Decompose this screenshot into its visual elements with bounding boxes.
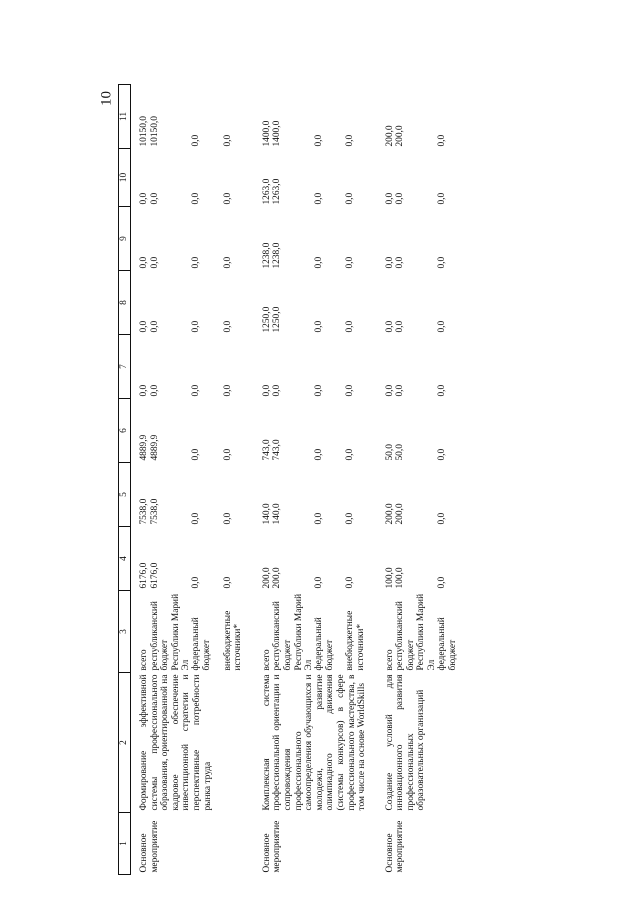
column-header: 2 — [119, 673, 131, 813]
amount-value: 6176,0 — [139, 562, 149, 589]
table-body — [119, 85, 469, 875]
amount-value: 0,0 — [139, 256, 149, 269]
amount-value: 6176,0 — [149, 562, 160, 589]
rotated-table-container — [118, 85, 528, 875]
amount-value: 7538,0 — [139, 498, 149, 525]
amount-value: 200,0 — [261, 567, 272, 589]
amount-value: 0,0 — [314, 256, 325, 269]
amount-cell — [254, 85, 377, 149]
amount-value: 0,0 — [149, 256, 160, 269]
activity-type-cell: Основное мероприятие — [261, 820, 283, 873]
table-row — [254, 85, 377, 875]
column-header: 8 — [119, 271, 131, 335]
amount-value: 0,0 — [314, 448, 325, 461]
amount-value: 4889,9 — [139, 434, 149, 461]
amount-value: 140,0 — [261, 503, 272, 525]
amount-value: 0,0 — [272, 384, 283, 397]
amount-cell — [131, 463, 254, 527]
funding-source-label: республиканский бюджет Республики Марий Эл — [149, 593, 192, 671]
funding-source-label: внебюджетные источники* — [222, 610, 244, 671]
activity-type-cell: Основное мероприятие — [139, 820, 160, 873]
amount-value: 0,0 — [384, 256, 395, 269]
amount-cell — [131, 527, 254, 591]
activity-type-cell: Основное мероприятие — [384, 820, 406, 873]
amount-value: 0,0 — [314, 192, 325, 205]
amount-value: 0,0 — [345, 384, 356, 397]
amount-cell — [254, 271, 377, 335]
table-header-row — [119, 85, 131, 875]
amount-cell — [254, 207, 377, 271]
amount-value: 0,0 — [261, 384, 272, 397]
amount-cell — [131, 271, 254, 335]
amount-value: 0,0 — [436, 192, 447, 205]
amount-value: 200,0 — [272, 567, 283, 589]
amount-cell — [377, 207, 469, 271]
amount-value: 0,0 — [436, 384, 447, 397]
amount-value: 0,0 — [345, 512, 356, 525]
funding-source-label: всего — [139, 649, 149, 671]
amount-value: 0,0 — [222, 134, 233, 147]
amount-cell — [254, 335, 377, 399]
funding-source-label: республиканский бюджет Республики Марий Эл — [395, 593, 437, 671]
amount-value: 0,0 — [314, 384, 325, 397]
amount-value: 0,0 — [345, 448, 356, 461]
amount-value: 0,0 — [191, 320, 202, 333]
amount-value: 0,0 — [436, 320, 447, 333]
amount-value: 0,0 — [222, 384, 233, 397]
amount-value: 0,0 — [191, 512, 202, 525]
amount-value: 50,0 — [395, 444, 406, 461]
amount-cell — [254, 399, 377, 463]
amount-value: 0,0 — [314, 576, 325, 589]
amount-value: 1250,0 — [272, 306, 283, 333]
amount-cell — [377, 527, 469, 591]
amount-value: 0,0 — [222, 192, 233, 205]
column-header: 6 — [119, 399, 131, 463]
amount-value: 0,0 — [345, 320, 356, 333]
activity-title-cell: Создание условий для инновационного развития профессиональных образовательных организаций — [384, 674, 427, 811]
amount-cell — [131, 149, 254, 207]
column-header: 1 — [119, 813, 131, 875]
amount-value: 0,0 — [191, 448, 202, 461]
activity-title-cell: Формирование эффективной системы профессионального образования, ориентированной на кадровое обеспечение инвестиционной стратегии и перспективные потребности рынка труда — [139, 674, 213, 811]
amount-value: 1250,0 — [261, 306, 272, 333]
funding-source-label: всего — [261, 649, 272, 671]
amount-value: 0,0 — [314, 134, 325, 147]
amount-value: 0,0 — [149, 320, 160, 333]
amount-value: 0,0 — [384, 320, 395, 333]
amount-value: 0,0 — [384, 192, 395, 205]
amount-value: 1238,0 — [261, 242, 272, 269]
amount-value: 1263,0 — [261, 178, 272, 205]
amount-value: 1400,0 — [261, 120, 272, 147]
amount-value: 0,0 — [139, 384, 149, 397]
amount-cell — [131, 335, 254, 399]
funding-source-label: республиканский бюджет Республики Марий Эл — [272, 593, 315, 671]
amount-cell — [254, 527, 377, 591]
amount-value: 743,0 — [272, 439, 283, 461]
amount-value: 200,0 — [384, 125, 395, 147]
amount-cell — [377, 271, 469, 335]
amount-value: 0,0 — [395, 320, 406, 333]
amount-value: 0,0 — [222, 448, 233, 461]
table-row — [131, 85, 254, 875]
amount-value: 7538,0 — [149, 498, 160, 525]
amount-value: 0,0 — [191, 576, 202, 589]
amount-value: 0,0 — [345, 576, 356, 589]
amount-value: 1238,0 — [272, 242, 283, 269]
amount-value: 200,0 — [395, 125, 406, 147]
amount-value: 0,0 — [436, 256, 447, 269]
column-header: 9 — [119, 207, 131, 271]
amount-value: 0,0 — [436, 576, 447, 589]
amount-value: 0,0 — [345, 256, 356, 269]
amount-value: 0,0 — [149, 192, 160, 205]
funding-source-label: внебюджетные источники* — [345, 610, 366, 671]
amount-value: 0,0 — [395, 384, 406, 397]
amount-value: 0,0 — [384, 384, 395, 397]
column-header: 3 — [119, 591, 131, 673]
funding-table — [118, 84, 468, 875]
amount-value: 0,0 — [191, 134, 202, 147]
amount-value: 0,0 — [436, 134, 447, 147]
amount-cell — [254, 149, 377, 207]
amount-cell — [377, 463, 469, 527]
amount-cell — [377, 149, 469, 207]
amount-value: 0,0 — [314, 320, 325, 333]
column-header: 11 — [119, 85, 131, 149]
amount-value: 0,0 — [395, 256, 406, 269]
amount-value: 0,0 — [149, 384, 160, 397]
amount-value: 100,0 — [395, 567, 406, 589]
funding-source-cell — [254, 591, 377, 673]
amount-value: 0,0 — [395, 192, 406, 205]
amount-value: 0,0 — [139, 192, 149, 205]
amount-cell — [377, 85, 469, 149]
amount-cell — [131, 399, 254, 463]
funding-source-label: всего — [384, 649, 395, 671]
activity-title-cell: Комплексная система профессиональной ориентации и сопровождения профессионального самоопределения обучающихся и молодежи, развитие олимпиадного движения (системы конкурсов) в сфере профессионального мастерства, в том числе на основе WorldSkills — [261, 674, 368, 811]
amount-value: 4889,9 — [149, 434, 160, 461]
amount-value: 0,0 — [222, 320, 233, 333]
column-header: 5 — [119, 463, 131, 527]
funding-source-cell — [131, 591, 254, 673]
funding-source-label: федеральный бюджет — [191, 617, 212, 671]
amount-value: 200,0 — [384, 503, 395, 525]
amount-value: 743,0 — [261, 439, 272, 461]
funding-source-cell — [377, 591, 469, 673]
amount-value: 0,0 — [139, 320, 149, 333]
amount-value: 0,0 — [191, 192, 202, 205]
amount-cell — [377, 335, 469, 399]
column-header: 10 — [119, 149, 131, 207]
table-row — [377, 85, 469, 875]
amount-value: 0,0 — [222, 576, 233, 589]
amount-value: 0,0 — [345, 134, 356, 147]
amount-value: 100,0 — [384, 567, 395, 589]
amount-value: 0,0 — [191, 256, 202, 269]
amount-value: 0,0 — [222, 512, 233, 525]
funding-source-label: федеральный бюджет — [314, 617, 335, 671]
amount-value: 140,0 — [272, 503, 283, 525]
amount-cell — [254, 463, 377, 527]
funding-source-label: федеральный бюджет — [436, 617, 458, 671]
amount-value: 0,0 — [191, 384, 202, 397]
amount-value: 200,0 — [395, 503, 406, 525]
amount-value: 1263,0 — [272, 178, 283, 205]
amount-value: 0,0 — [436, 448, 447, 461]
amount-cell — [131, 85, 254, 149]
amount-value: 10150,0 — [139, 116, 149, 147]
amount-value: 10150,0 — [149, 116, 160, 147]
amount-value: 1400,0 — [272, 120, 283, 147]
amount-value: 50,0 — [384, 444, 395, 461]
column-header: 4 — [119, 527, 131, 591]
column-header: 7 — [119, 335, 131, 399]
amount-value: 0,0 — [314, 512, 325, 525]
amount-value: 0,0 — [222, 256, 233, 269]
amount-cell — [377, 399, 469, 463]
amount-value: 0,0 — [345, 192, 356, 205]
page-number: 10 — [98, 91, 115, 106]
amount-cell — [131, 207, 254, 271]
amount-value: 0,0 — [436, 512, 447, 525]
